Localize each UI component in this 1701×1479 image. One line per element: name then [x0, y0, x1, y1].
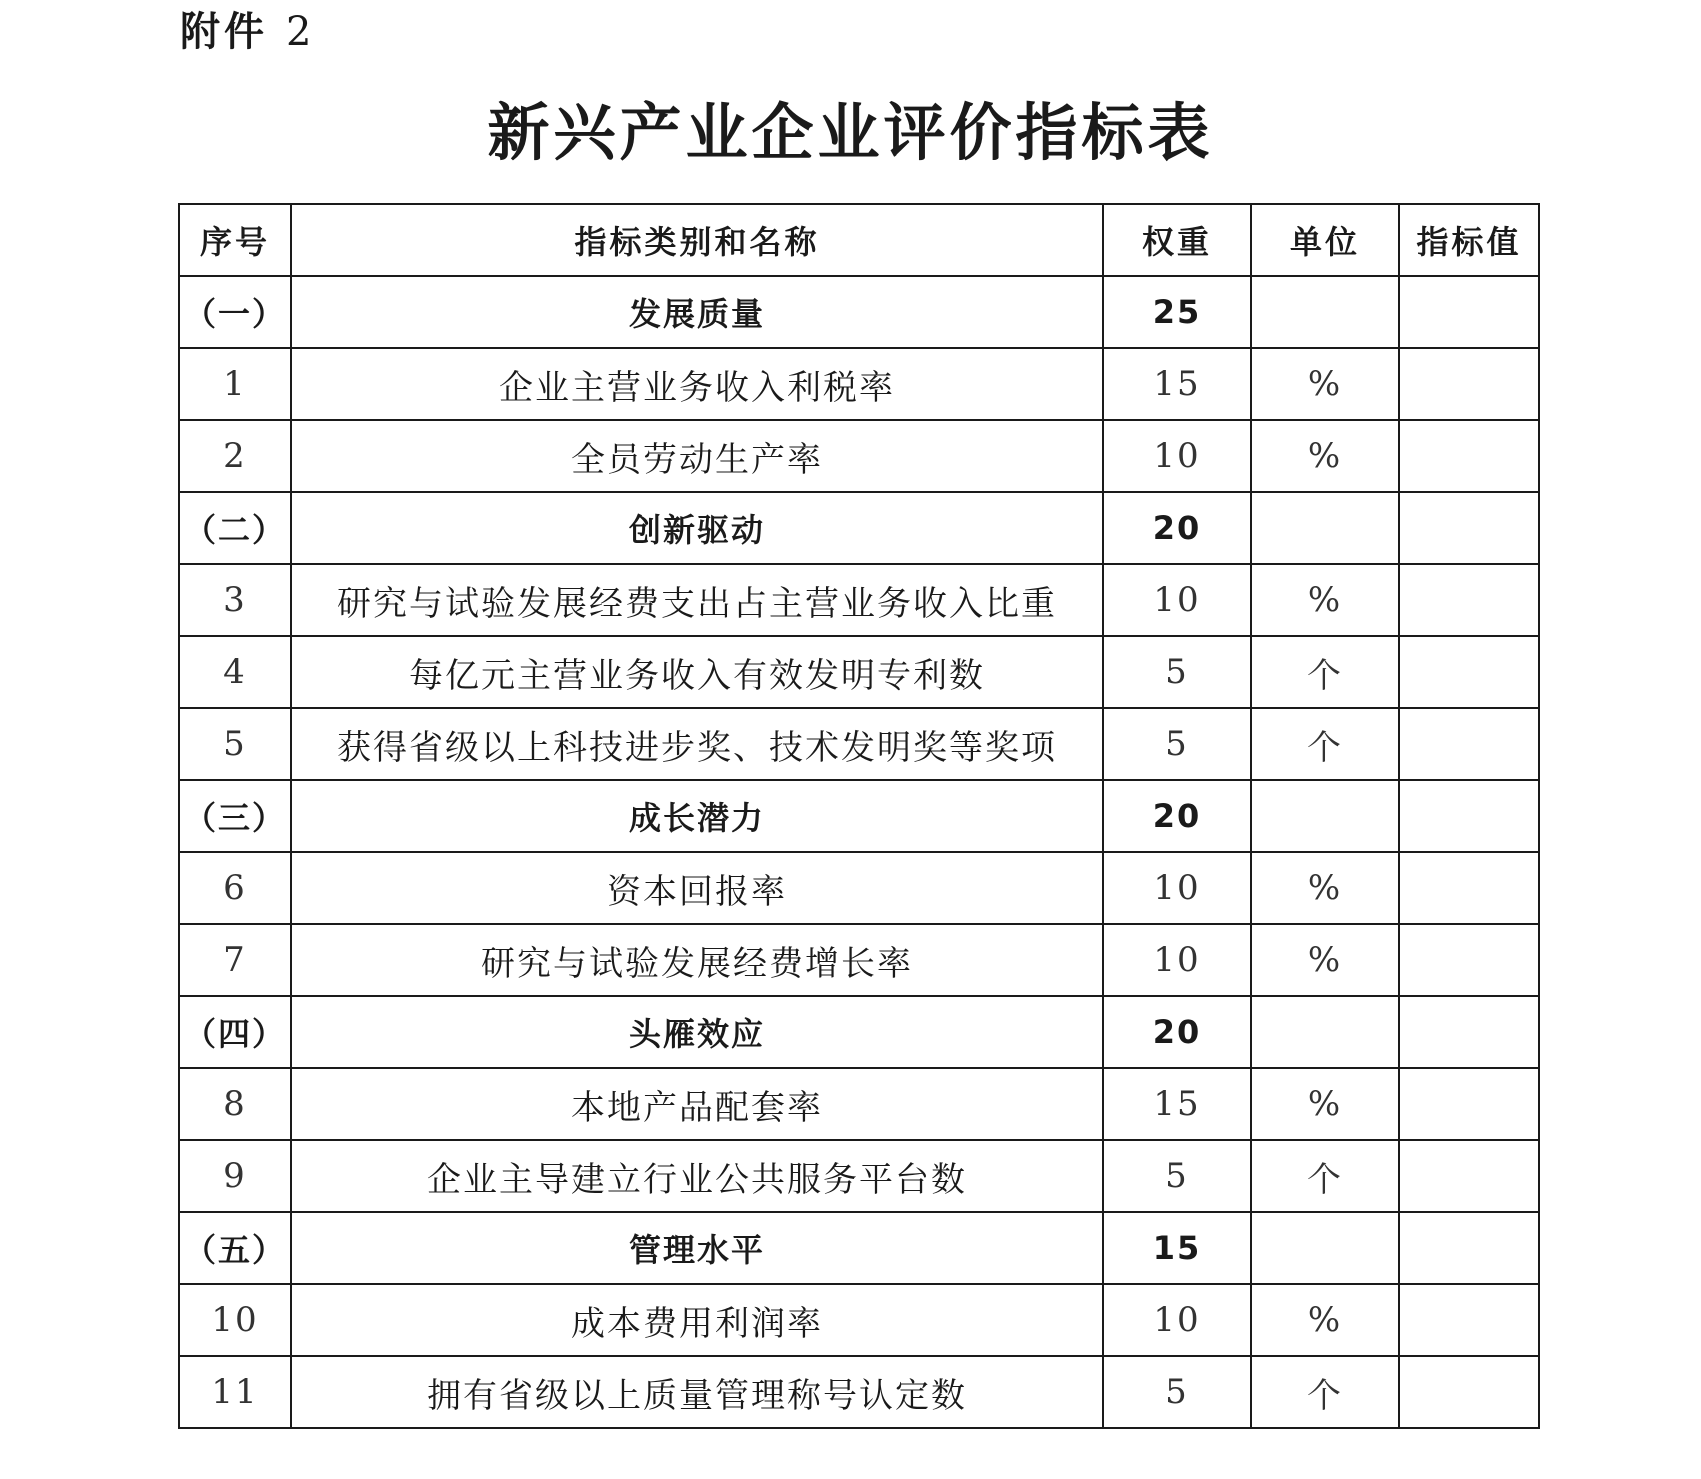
cell-name: 成本费用利润率 — [291, 1284, 1103, 1356]
category-row — [179, 276, 1539, 348]
header-name: 指标类别和名称 — [291, 204, 1103, 276]
cell-seq: 2 — [179, 420, 291, 492]
indicator-row — [179, 636, 1539, 708]
cell-weight: 5 — [1103, 708, 1251, 780]
cell-unit — [1251, 492, 1399, 564]
indicator-row — [179, 1140, 1539, 1212]
cell-value[interactable] — [1399, 708, 1539, 780]
annex-text: 附件 — [180, 9, 268, 55]
cell-unit: % — [1251, 1284, 1399, 1356]
annex-label — [180, 4, 315, 60]
indicator-row — [179, 1068, 1539, 1140]
indicator-table — [178, 203, 1540, 1429]
cell-name: 每亿元主营业务收入有效发明专利数 — [291, 636, 1103, 708]
category-row — [179, 780, 1539, 852]
cell-name: 资本回报率 — [291, 852, 1103, 924]
cell-value[interactable] — [1399, 852, 1539, 924]
cell-seq: （四） — [179, 996, 291, 1068]
cell-seq: （一） — [179, 276, 291, 348]
table-body — [179, 276, 1539, 1428]
indicator-row — [179, 1356, 1539, 1428]
cell-value[interactable] — [1399, 1356, 1539, 1428]
cell-weight: 20 — [1103, 780, 1251, 852]
cell-unit — [1251, 276, 1399, 348]
cell-value[interactable] — [1399, 1212, 1539, 1284]
header-seq: 序号 — [179, 204, 291, 276]
cell-name: 全员劳动生产率 — [291, 420, 1103, 492]
cell-value[interactable] — [1399, 348, 1539, 420]
cell-value[interactable] — [1399, 420, 1539, 492]
cell-seq: 3 — [179, 564, 291, 636]
cell-unit — [1251, 996, 1399, 1068]
table-header-row — [179, 204, 1539, 276]
indicator-row — [179, 708, 1539, 780]
cell-seq: （二） — [179, 492, 291, 564]
cell-weight: 20 — [1103, 996, 1251, 1068]
cell-weight: 15 — [1103, 1068, 1251, 1140]
cell-name: 研究与试验发展经费支出占主营业务收入比重 — [291, 564, 1103, 636]
cell-unit: % — [1251, 564, 1399, 636]
indicator-row — [179, 348, 1539, 420]
cell-weight: 25 — [1103, 276, 1251, 348]
cell-unit: % — [1251, 924, 1399, 996]
cell-seq: 10 — [179, 1284, 291, 1356]
cell-unit — [1251, 780, 1399, 852]
cell-seq: 6 — [179, 852, 291, 924]
cell-seq: 5 — [179, 708, 291, 780]
category-row — [179, 1212, 1539, 1284]
cell-seq: （三） — [179, 780, 291, 852]
cell-name: 管理水平 — [291, 1212, 1103, 1284]
cell-unit: 个 — [1251, 708, 1399, 780]
cell-name: 头雁效应 — [291, 996, 1103, 1068]
cell-seq: 1 — [179, 348, 291, 420]
cell-value[interactable] — [1399, 636, 1539, 708]
cell-value[interactable] — [1399, 1140, 1539, 1212]
cell-value[interactable] — [1399, 492, 1539, 564]
cell-unit: 个 — [1251, 1140, 1399, 1212]
cell-weight: 10 — [1103, 924, 1251, 996]
header-weight: 权重 — [1103, 204, 1251, 276]
annex-number: 2 — [285, 9, 316, 55]
cell-name: 企业主营业务收入利税率 — [291, 348, 1103, 420]
cell-name: 拥有省级以上质量管理称号认定数 — [291, 1356, 1103, 1428]
cell-value[interactable] — [1399, 1068, 1539, 1140]
cell-name: 获得省级以上科技进步奖、技术发明奖等奖项 — [291, 708, 1103, 780]
cell-unit: % — [1251, 348, 1399, 420]
cell-seq: 8 — [179, 1068, 291, 1140]
cell-weight: 10 — [1103, 1284, 1251, 1356]
cell-unit: % — [1251, 852, 1399, 924]
cell-unit: 个 — [1251, 636, 1399, 708]
cell-seq: 7 — [179, 924, 291, 996]
cell-weight: 20 — [1103, 492, 1251, 564]
header-value: 指标值 — [1399, 204, 1539, 276]
cell-seq: 9 — [179, 1140, 291, 1212]
indicator-row — [179, 852, 1539, 924]
cell-value[interactable] — [1399, 996, 1539, 1068]
cell-name: 成长潜力 — [291, 780, 1103, 852]
cell-seq: （五） — [179, 1212, 291, 1284]
cell-name: 企业主导建立行业公共服务平台数 — [291, 1140, 1103, 1212]
cell-unit: % — [1251, 420, 1399, 492]
category-row — [179, 492, 1539, 564]
cell-value[interactable] — [1399, 1284, 1539, 1356]
cell-unit: 个 — [1251, 1356, 1399, 1428]
indicator-row — [179, 1284, 1539, 1356]
cell-name: 本地产品配套率 — [291, 1068, 1103, 1140]
cell-value[interactable] — [1399, 276, 1539, 348]
cell-seq: 4 — [179, 636, 291, 708]
cell-weight: 5 — [1103, 1140, 1251, 1212]
cell-weight: 15 — [1103, 1212, 1251, 1284]
cell-weight: 10 — [1103, 852, 1251, 924]
cell-value[interactable] — [1399, 780, 1539, 852]
cell-weight: 10 — [1103, 564, 1251, 636]
cell-name: 发展质量 — [291, 276, 1103, 348]
document-title: 新兴产业企业评价指标表 — [487, 96, 1214, 169]
indicator-row — [179, 924, 1539, 996]
cell-weight: 5 — [1103, 1356, 1251, 1428]
indicator-row — [179, 420, 1539, 492]
indicator-row — [179, 564, 1539, 636]
cell-weight: 15 — [1103, 348, 1251, 420]
cell-value[interactable] — [1399, 924, 1539, 996]
category-row — [179, 996, 1539, 1068]
cell-name: 研究与试验发展经费增长率 — [291, 924, 1103, 996]
cell-seq: 11 — [179, 1356, 291, 1428]
cell-name: 创新驱动 — [291, 492, 1103, 564]
cell-unit: % — [1251, 1068, 1399, 1140]
header-unit: 单位 — [1251, 204, 1399, 276]
cell-weight: 5 — [1103, 636, 1251, 708]
cell-value[interactable] — [1399, 564, 1539, 636]
cell-weight: 10 — [1103, 420, 1251, 492]
cell-unit — [1251, 1212, 1399, 1284]
